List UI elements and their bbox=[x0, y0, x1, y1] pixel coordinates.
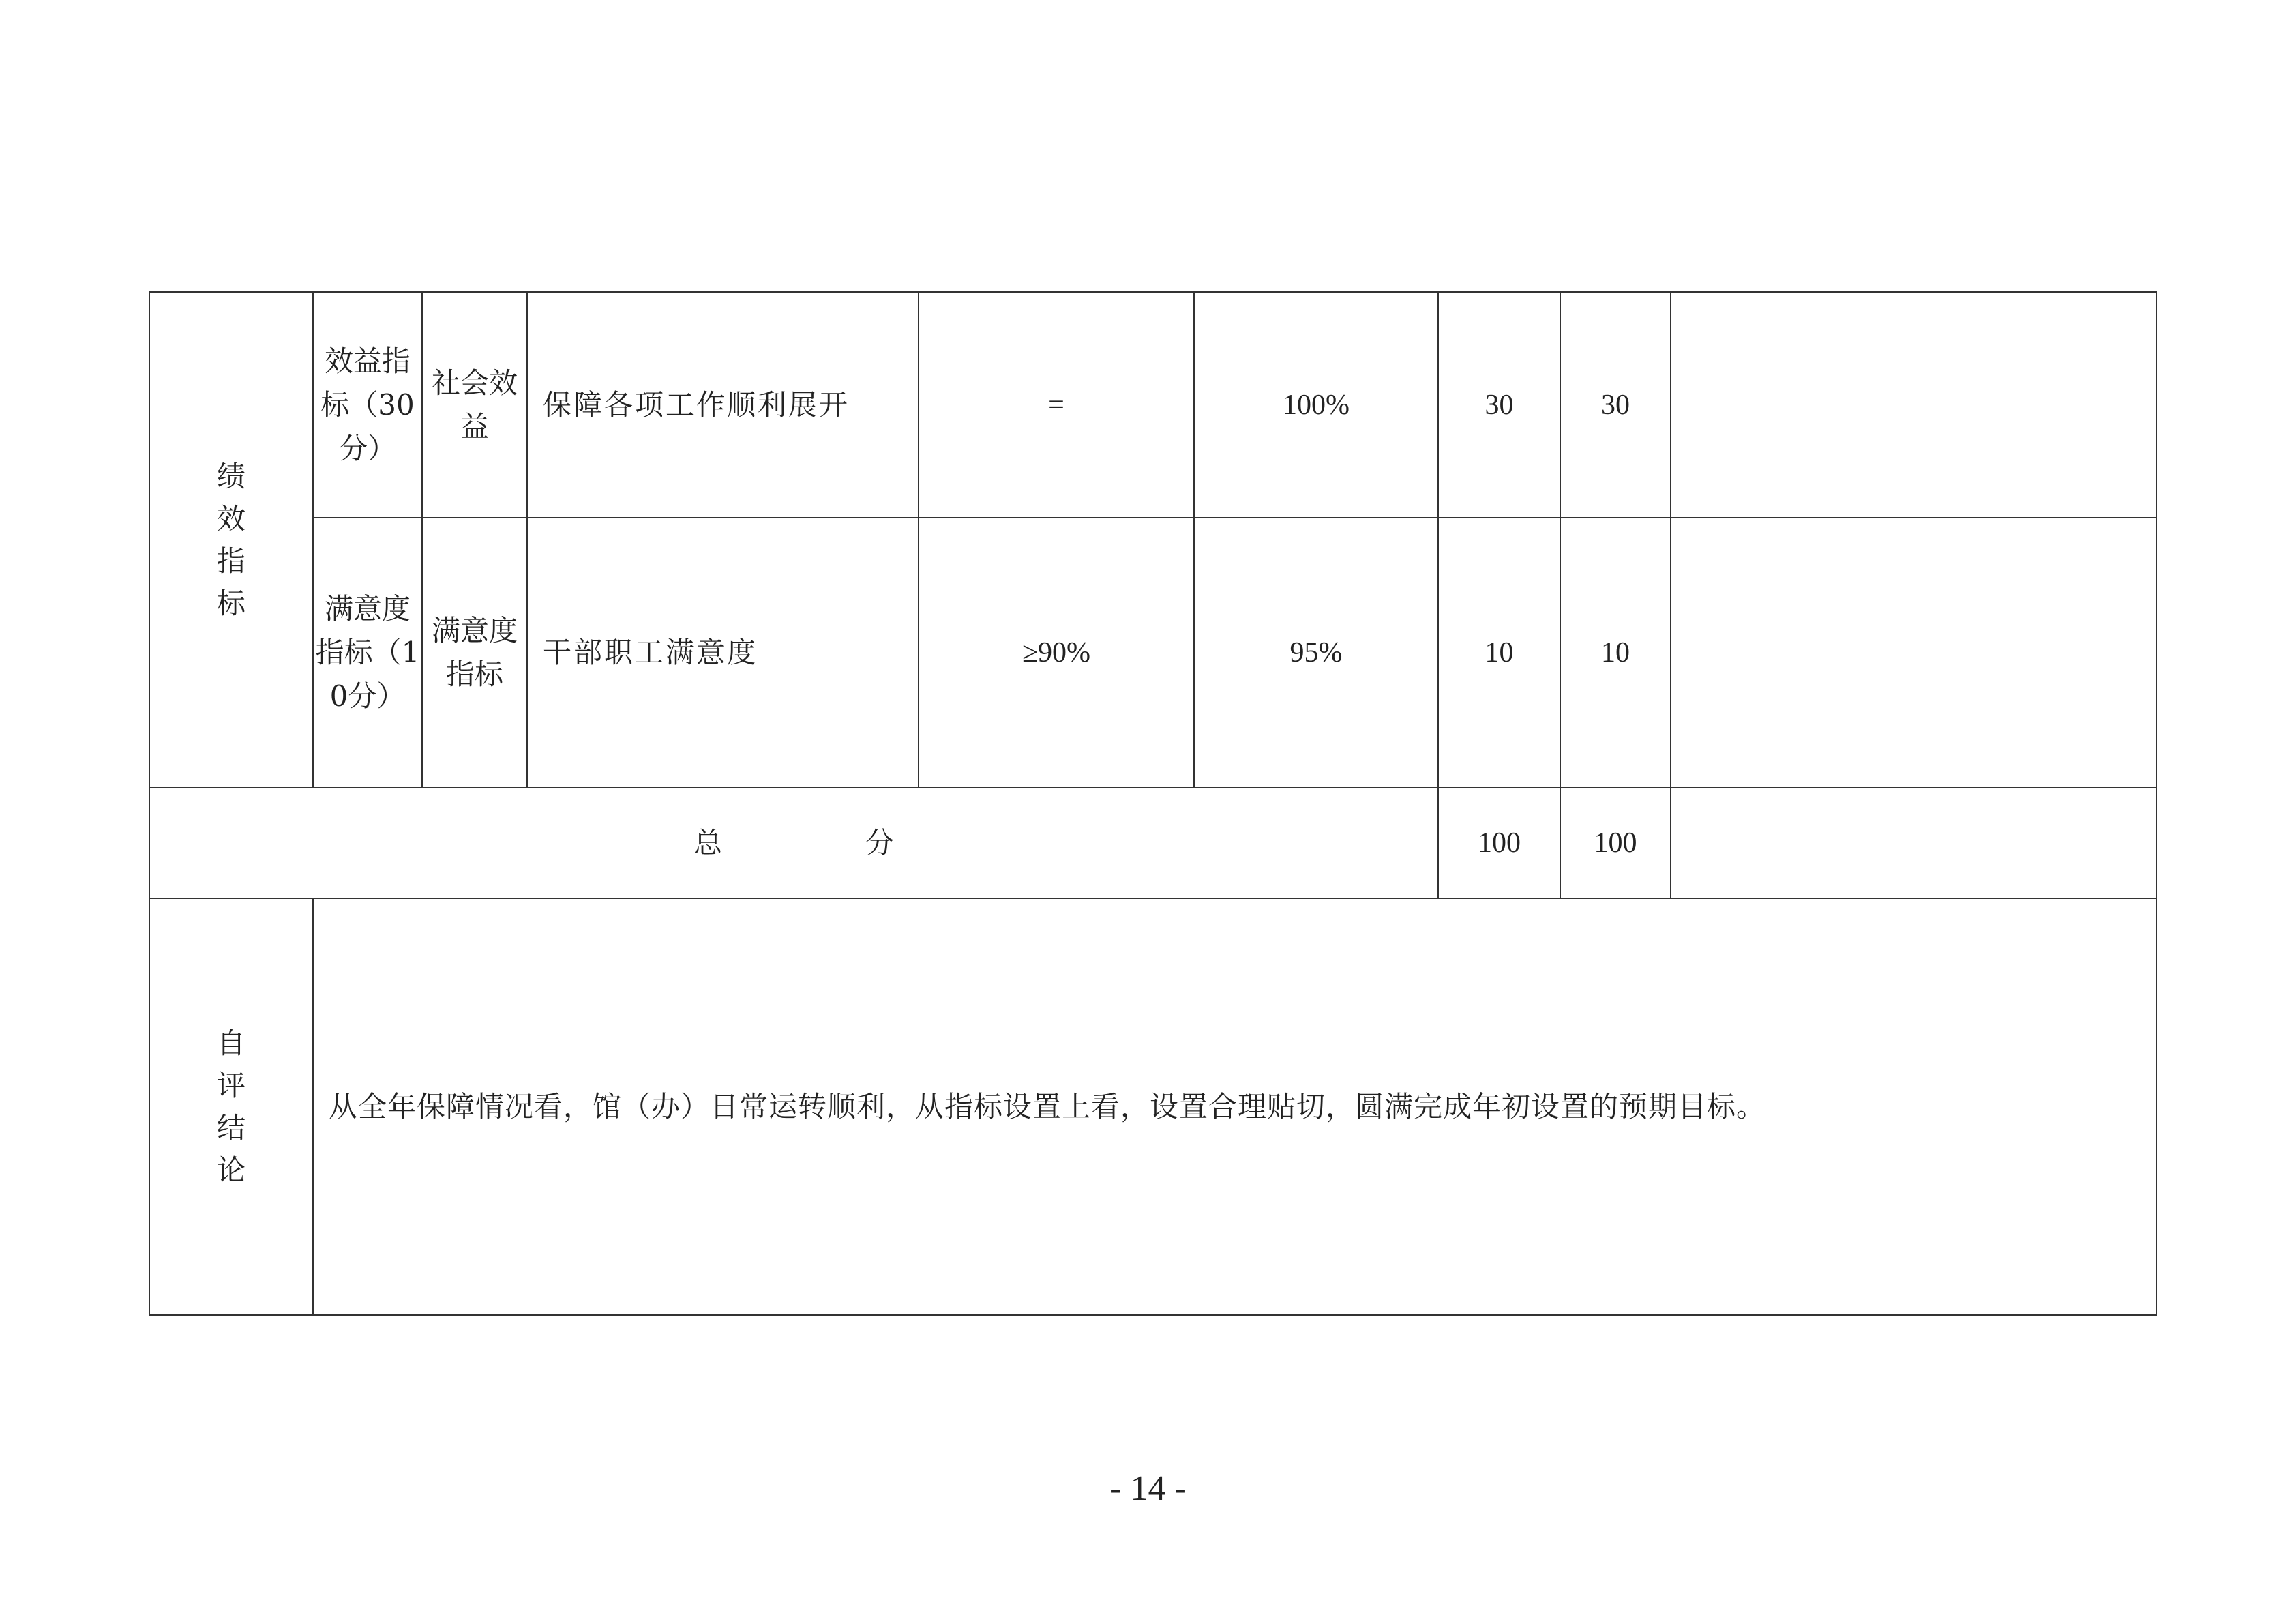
score-cell: 10 bbox=[1560, 518, 1671, 788]
weight-cell: 30 bbox=[1438, 292, 1560, 518]
conclusion-text-cell: 从全年保障情况看，馆（办）日常运转顺利，从指标设置上看，设置合理贴切，圆满完成年初设置的预期目标。 bbox=[313, 898, 2156, 1315]
conclusion-label-char: 论 bbox=[216, 1153, 245, 1187]
section-label-cell bbox=[149, 292, 313, 788]
section-label-char: 标 bbox=[216, 586, 245, 620]
table-row-satisfaction bbox=[149, 518, 2156, 788]
indicator-name-cell: 干部职工满意度 bbox=[527, 518, 919, 788]
conclusion-label-char: 结 bbox=[216, 1110, 245, 1145]
target-value-cell: ≥90% bbox=[919, 518, 1194, 788]
table-row-benefit bbox=[149, 292, 2156, 518]
note-cell bbox=[1671, 518, 2156, 788]
total-score-cell: 100 bbox=[1560, 788, 1671, 898]
indicator-name-cell: 保障各项工作顺利展开 bbox=[527, 292, 919, 518]
level2-indicator-cell: 社会效益 bbox=[422, 292, 527, 518]
total-weight-cell: 100 bbox=[1438, 788, 1560, 898]
score-cell: 30 bbox=[1560, 292, 1671, 518]
conclusion-label-cell bbox=[149, 898, 313, 1315]
conclusion-label-char: 自 bbox=[216, 1026, 245, 1060]
section-label-char: 绩 bbox=[216, 459, 245, 493]
section-label-char: 效 bbox=[216, 501, 245, 535]
level1-indicator-cell: 满意度指标（10分） bbox=[313, 518, 422, 788]
section-label-char: 指 bbox=[216, 544, 245, 578]
level2-indicator-cell: 满意度指标 bbox=[422, 518, 527, 788]
weight-cell: 10 bbox=[1438, 518, 1560, 788]
page-number: - 14 - bbox=[1109, 1469, 1187, 1508]
total-label-cell: 总 分 bbox=[149, 788, 1438, 898]
performance-table bbox=[149, 291, 2157, 1316]
table-row-total bbox=[149, 788, 2156, 898]
note-cell bbox=[1671, 292, 2156, 518]
target-value-cell: = bbox=[919, 292, 1194, 518]
total-note-cell bbox=[1671, 788, 2156, 898]
actual-value-cell: 100% bbox=[1194, 292, 1438, 518]
table-row-conclusion bbox=[149, 898, 2156, 1315]
actual-value-cell: 95% bbox=[1194, 518, 1438, 788]
conclusion-label-char: 评 bbox=[216, 1068, 245, 1102]
level1-indicator-cell: 效益指标（30分） bbox=[313, 292, 422, 518]
